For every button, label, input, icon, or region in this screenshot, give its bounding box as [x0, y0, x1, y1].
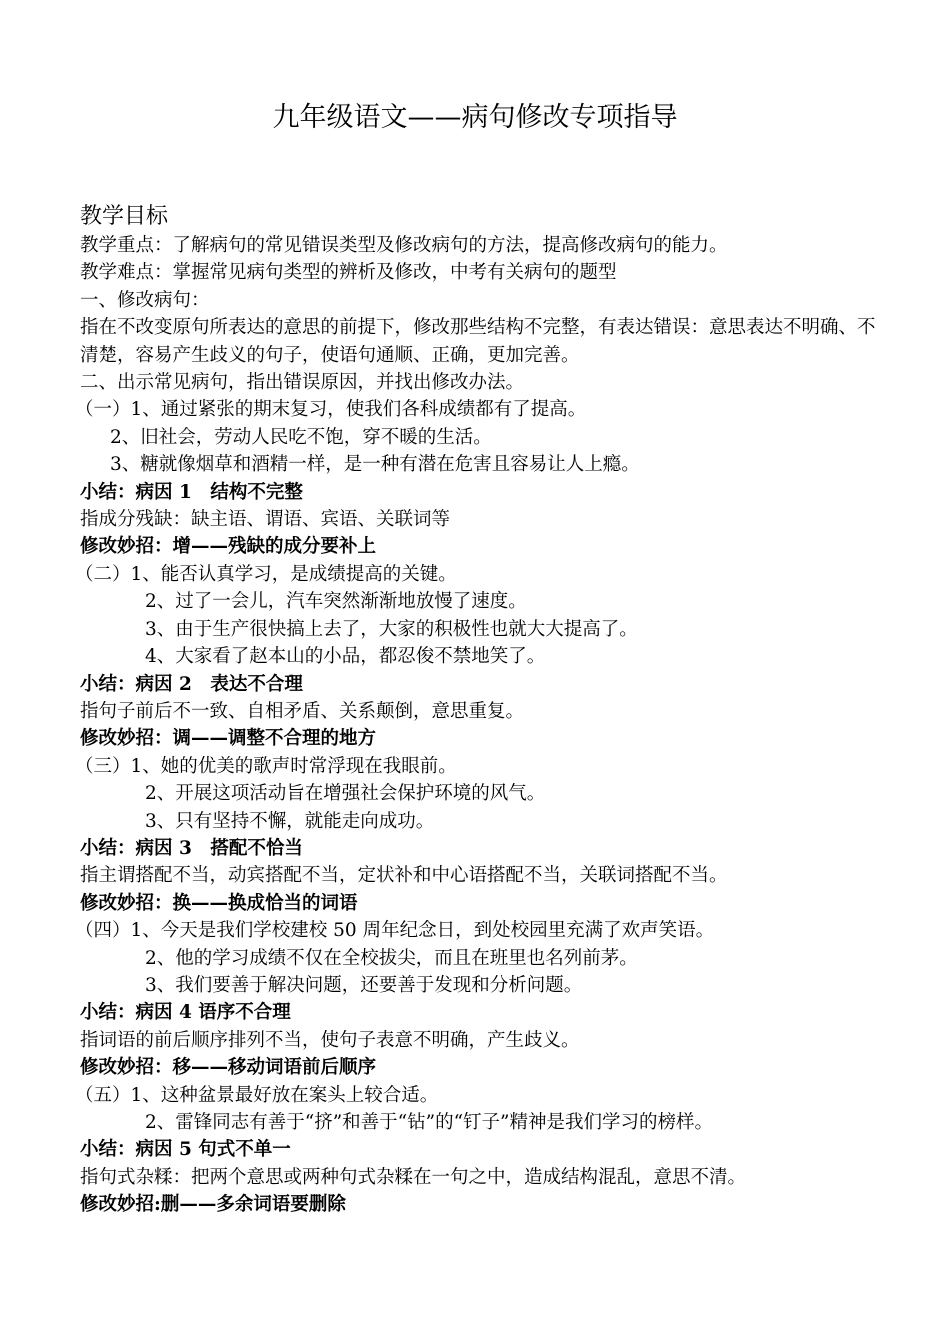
teaching-difficulty: 教学难点：掌握常见病句类型的辨析及修改，中考有关病句的题型 [80, 262, 617, 284]
part-two-heading: 二、出示常见病句，指出错误原因，并找出修改办法。 [80, 372, 525, 394]
explanation-line: 指成分残缺：缺主语、谓语、宾语、关联词等 [80, 509, 451, 531]
document-body [75, 202, 880, 1219]
summary-line: 小结：病因 3 搭配不恰当 [80, 837, 303, 859]
fix-tip-line: 修改妙招：调——调整不合理的地方 [80, 728, 377, 750]
explanation-line: 指句式杂糅：把两个意思或两种句式杂糅在一句之中，造成结构混乱，意思不清。 [80, 1166, 747, 1188]
example-sentence: （四）1、今天是我们学校建校 50 周年纪念日，到处校园里充满了欢声笑语。 [75, 920, 715, 942]
example-sentence: 2、雷锋同志有善于“挤”和善于“钻”的“钉子”精神是我们学习的榜样。 [145, 1112, 714, 1133]
example-sentence: （三）1、她的优美的歌声时常浮现在我眼前。 [75, 755, 457, 777]
example-sentence: 2、开展这项活动旨在增强社会保护环境的风气。 [145, 783, 546, 805]
summary-line: 小结：病因 2 表达不合理 [80, 673, 303, 695]
part-one-heading: 一、修改病句： [80, 289, 210, 311]
teaching-focus: 教学重点：了解病句的常见错误类型及修改病句的方法，提高修改病句的能力。 [80, 235, 728, 256]
explanation-line: 指主谓搭配不当，动宾搭配不当，定状补和中心语搭配不当，关联词搭配不当。 [80, 865, 728, 887]
example-sentence: （五）1、这种盆景最好放在案头上较合适。 [75, 1084, 439, 1106]
fix-tip-line: 修改妙招：移——移动词语前后顺序 [80, 1057, 377, 1079]
fix-tip-line: 修改妙招:删——多余词语要删除 [80, 1194, 346, 1216]
example-sentence: 3、糖就像烟草和酒精一样，是一种有潜在危害且容易让人上瘾。 [110, 454, 640, 476]
explanation-line: 指句子前后不一致、自相矛盾、关系颠倒，意思重复。 [80, 700, 525, 722]
document-title: 九年级语文——病句修改专项指导 [272, 102, 678, 133]
example-sentence: 2、他的学习成绩不仅在全校拔尖，而且在班里也名列前茅。 [145, 947, 638, 969]
example-sentence: 3、由于生产很快搞上去了，大家的积极性也就大大提高了。 [145, 618, 638, 640]
explanation-line: 指词语的前后顺序排列不当，使句子表意不明确，产生歧义。 [80, 1029, 580, 1051]
summary-line: 小结：病因 5 句式不单一 [80, 1139, 291, 1161]
summary-line: 小结：病因 4 语序不合理 [80, 1002, 291, 1024]
example-sentence: 3、我们要善于解决问题，还要善于发现和分析问题。 [145, 974, 583, 996]
definition-paragraph: 指在不改变原句所表达的意思的前提下，修改那些结构不完整，有表达错误：意思表达不明确、不清楚，容易产生歧义的句子，使语句通顺、正确，更加完善。 [80, 317, 876, 366]
example-sentence: 3、只有坚持不懈，就能走向成功。 [145, 810, 435, 832]
example-sentence: （二）1、能否认真学习，是成绩提高的关键。 [75, 563, 457, 585]
section-heading: 教学目标 [80, 204, 169, 229]
example-sentence: （一）1、通过紧张的期末复习，使我们各科成绩都有了提高。 [75, 399, 587, 421]
fix-tip-line: 修改妙招：换——换成恰当的词语 [80, 892, 358, 914]
summary-line: 小结：病因 1 结构不完整 [80, 481, 303, 503]
example-sentence: 2、旧社会，劳动人民吃不饱，穿不暖的生活。 [110, 426, 492, 448]
example-sentence: 4、大家看了赵本山的小品，都忍俊不禁地笑了。 [145, 646, 546, 668]
example-sentence: 2、过了一会儿，汽车突然渐渐地放慢了速度。 [145, 591, 527, 613]
fix-tip-line: 修改妙招：增——残缺的成分要补上 [80, 536, 377, 558]
